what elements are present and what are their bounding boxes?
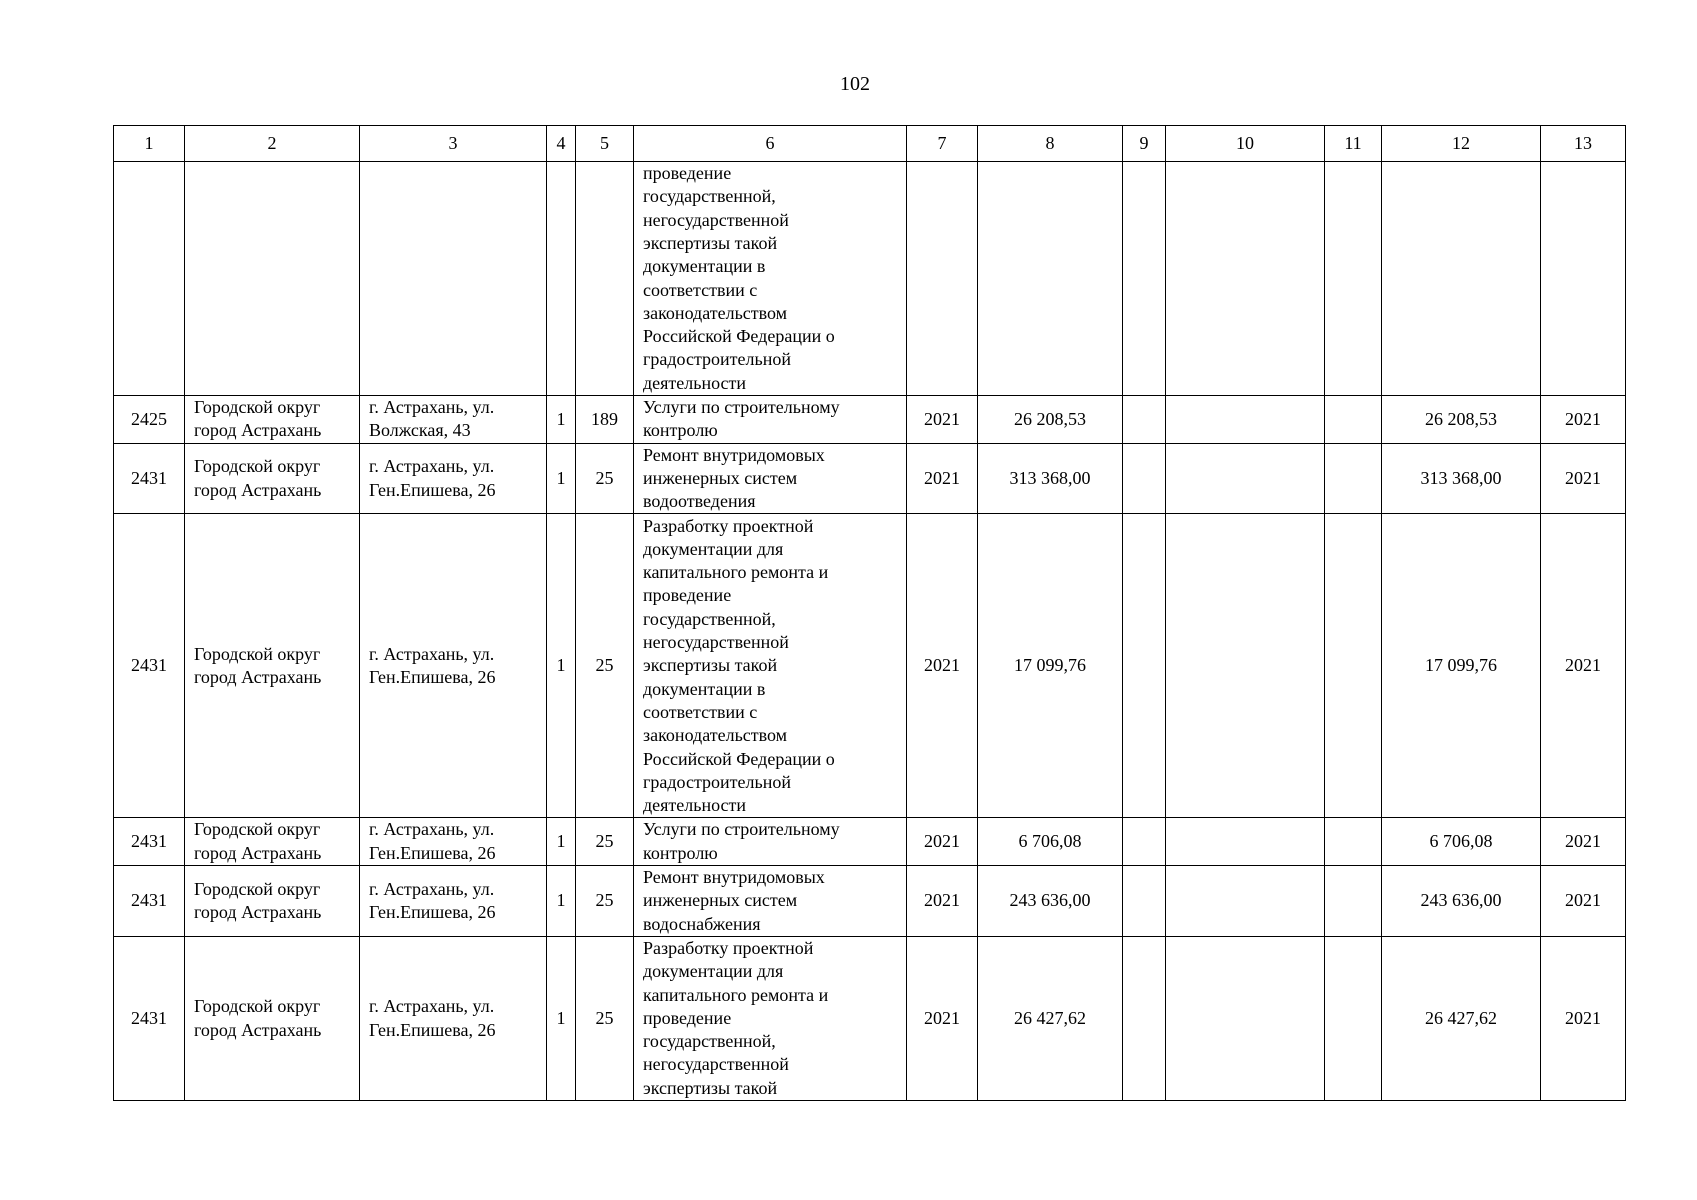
cell-address: г. Астрахань, ул. Ген.Епишева, 26 (360, 514, 547, 818)
cell-year: 2021 (907, 443, 978, 514)
cell-col-4-value: 1 (547, 443, 576, 514)
cell-completion-year: 2021 (1541, 443, 1626, 514)
cell-col-5-value: 25 (576, 443, 634, 514)
cell-col-9-value (1123, 936, 1166, 1100)
cell-col-10-value (1166, 162, 1325, 396)
cell-work-description: Услуги по строительному контролю (634, 818, 907, 866)
column-header: 1 (114, 126, 185, 162)
cell-address: г. Астрахань, ул. Волжская, 43 (360, 396, 547, 444)
table-row (114, 514, 1626, 818)
cell-row-number: 2431 (114, 514, 185, 818)
cell-total-cost (978, 162, 1123, 396)
cell-col-4-value: 1 (547, 818, 576, 866)
table-row (114, 818, 1626, 866)
cell-funded-cost: 313 368,00 (1382, 443, 1541, 514)
cell-col-4-value: 1 (547, 936, 576, 1100)
cell-municipality: Городской округ город Астрахань (185, 396, 360, 444)
cell-funded-cost (1382, 162, 1541, 396)
column-header: 12 (1382, 126, 1541, 162)
cell-col-9-value (1123, 443, 1166, 514)
cell-col-5-value: 25 (576, 514, 634, 818)
cell-col-10-value (1166, 818, 1325, 866)
cell-col-5-value (576, 162, 634, 396)
column-header: 5 (576, 126, 634, 162)
cell-col-9-value (1123, 162, 1166, 396)
cell-municipality: Городской округ город Астрахань (185, 514, 360, 818)
cell-row-number: 2431 (114, 818, 185, 866)
cell-municipality: Городской округ город Астрахань (185, 936, 360, 1100)
cell-col-11-value (1325, 818, 1382, 866)
cell-col-9-value (1123, 818, 1166, 866)
cell-col-11-value (1325, 443, 1382, 514)
table-row (114, 162, 1626, 396)
cell-col-11-value (1325, 866, 1382, 937)
cell-address: г. Астрахань, ул. Ген.Епишева, 26 (360, 818, 547, 866)
cell-completion-year: 2021 (1541, 866, 1626, 937)
cell-completion-year: 2021 (1541, 396, 1626, 444)
cell-col-11-value (1325, 396, 1382, 444)
cell-col-4-value (547, 162, 576, 396)
cell-completion-year: 2021 (1541, 514, 1626, 818)
cell-funded-cost: 17 099,76 (1382, 514, 1541, 818)
cell-total-cost: 243 636,00 (978, 866, 1123, 937)
cell-completion-year: 2021 (1541, 936, 1626, 1100)
cell-funded-cost: 26 427,62 (1382, 936, 1541, 1100)
cell-col-4-value: 1 (547, 866, 576, 937)
cell-col-10-value (1166, 396, 1325, 444)
table-row (114, 396, 1626, 444)
cell-completion-year: 2021 (1541, 818, 1626, 866)
cell-work-description: Разработку проектной документации для капитального ремонта и проведение государственной, негосударственной экспертизы такой (634, 936, 907, 1100)
table-row (114, 866, 1626, 937)
cell-year: 2021 (907, 396, 978, 444)
cell-total-cost: 313 368,00 (978, 443, 1123, 514)
cell-year: 2021 (907, 818, 978, 866)
cell-col-9-value (1123, 514, 1166, 818)
cell-col-4-value: 1 (547, 514, 576, 818)
column-header: 2 (185, 126, 360, 162)
cell-total-cost: 26 208,53 (978, 396, 1123, 444)
cell-col-10-value (1166, 443, 1325, 514)
page-number: 102 (840, 73, 870, 95)
table-header-row (114, 126, 1626, 162)
cell-work-description: Ремонт внутридомовых инженерных систем водоотведения (634, 443, 907, 514)
cell-col-9-value (1123, 866, 1166, 937)
cell-work-description: Ремонт внутридомовых инженерных систем водоснабжения (634, 866, 907, 937)
cell-funded-cost: 243 636,00 (1382, 866, 1541, 937)
cell-work-description: проведение государственной, негосударственной экспертизы такой документации в соответствии с законодательством Российской Федерации о градостроительной деятельности (634, 162, 907, 396)
cell-address (360, 162, 547, 396)
cell-year (907, 162, 978, 396)
cell-municipality: Городской округ город Астрахань (185, 443, 360, 514)
cell-work-description: Услуги по строительному контролю (634, 396, 907, 444)
cell-completion-year (1541, 162, 1626, 396)
cell-municipality: Городской округ город Астрахань (185, 866, 360, 937)
column-header: 7 (907, 126, 978, 162)
cell-col-11-value (1325, 514, 1382, 818)
cell-funded-cost: 26 208,53 (1382, 396, 1541, 444)
cell-col-10-value (1166, 866, 1325, 937)
column-header: 10 (1166, 126, 1325, 162)
cell-municipality (185, 162, 360, 396)
cell-col-10-value (1166, 936, 1325, 1100)
cell-year: 2021 (907, 514, 978, 818)
cell-work-description: Разработку проектной документации для капитального ремонта и проведение государственной, негосударственной экспертизы такой документации в соответствии с законодательством Российской Федерации о градостроительной деятельности (634, 514, 907, 818)
column-header: 11 (1325, 126, 1382, 162)
column-header: 3 (360, 126, 547, 162)
cell-col-9-value (1123, 396, 1166, 444)
column-header: 6 (634, 126, 907, 162)
cell-year: 2021 (907, 936, 978, 1100)
cell-col-5-value: 189 (576, 396, 634, 444)
column-header: 13 (1541, 126, 1626, 162)
cell-address: г. Астрахань, ул. Ген.Епишева, 26 (360, 443, 547, 514)
cell-total-cost: 26 427,62 (978, 936, 1123, 1100)
table-row (114, 936, 1626, 1100)
cell-row-number: 2431 (114, 936, 185, 1100)
cell-address: г. Астрахань, ул. Ген.Епишева, 26 (360, 936, 547, 1100)
cell-row-number: 2431 (114, 443, 185, 514)
column-header: 8 (978, 126, 1123, 162)
cell-row-number (114, 162, 185, 396)
cell-col-5-value: 25 (576, 866, 634, 937)
cell-col-11-value (1325, 162, 1382, 396)
cell-total-cost: 6 706,08 (978, 818, 1123, 866)
cell-total-cost: 17 099,76 (978, 514, 1123, 818)
cell-col-5-value: 25 (576, 936, 634, 1100)
cell-address: г. Астрахань, ул. Ген.Епишева, 26 (360, 866, 547, 937)
cell-row-number: 2425 (114, 396, 185, 444)
column-header: 4 (547, 126, 576, 162)
cell-funded-cost: 6 706,08 (1382, 818, 1541, 866)
data-table (113, 125, 1626, 1101)
cell-municipality: Городской округ город Астрахань (185, 818, 360, 866)
column-header: 9 (1123, 126, 1166, 162)
table-row (114, 443, 1626, 514)
cell-col-11-value (1325, 936, 1382, 1100)
cell-col-4-value: 1 (547, 396, 576, 444)
cell-row-number: 2431 (114, 866, 185, 937)
cell-col-5-value: 25 (576, 818, 634, 866)
cell-year: 2021 (907, 866, 978, 937)
cell-col-10-value (1166, 514, 1325, 818)
